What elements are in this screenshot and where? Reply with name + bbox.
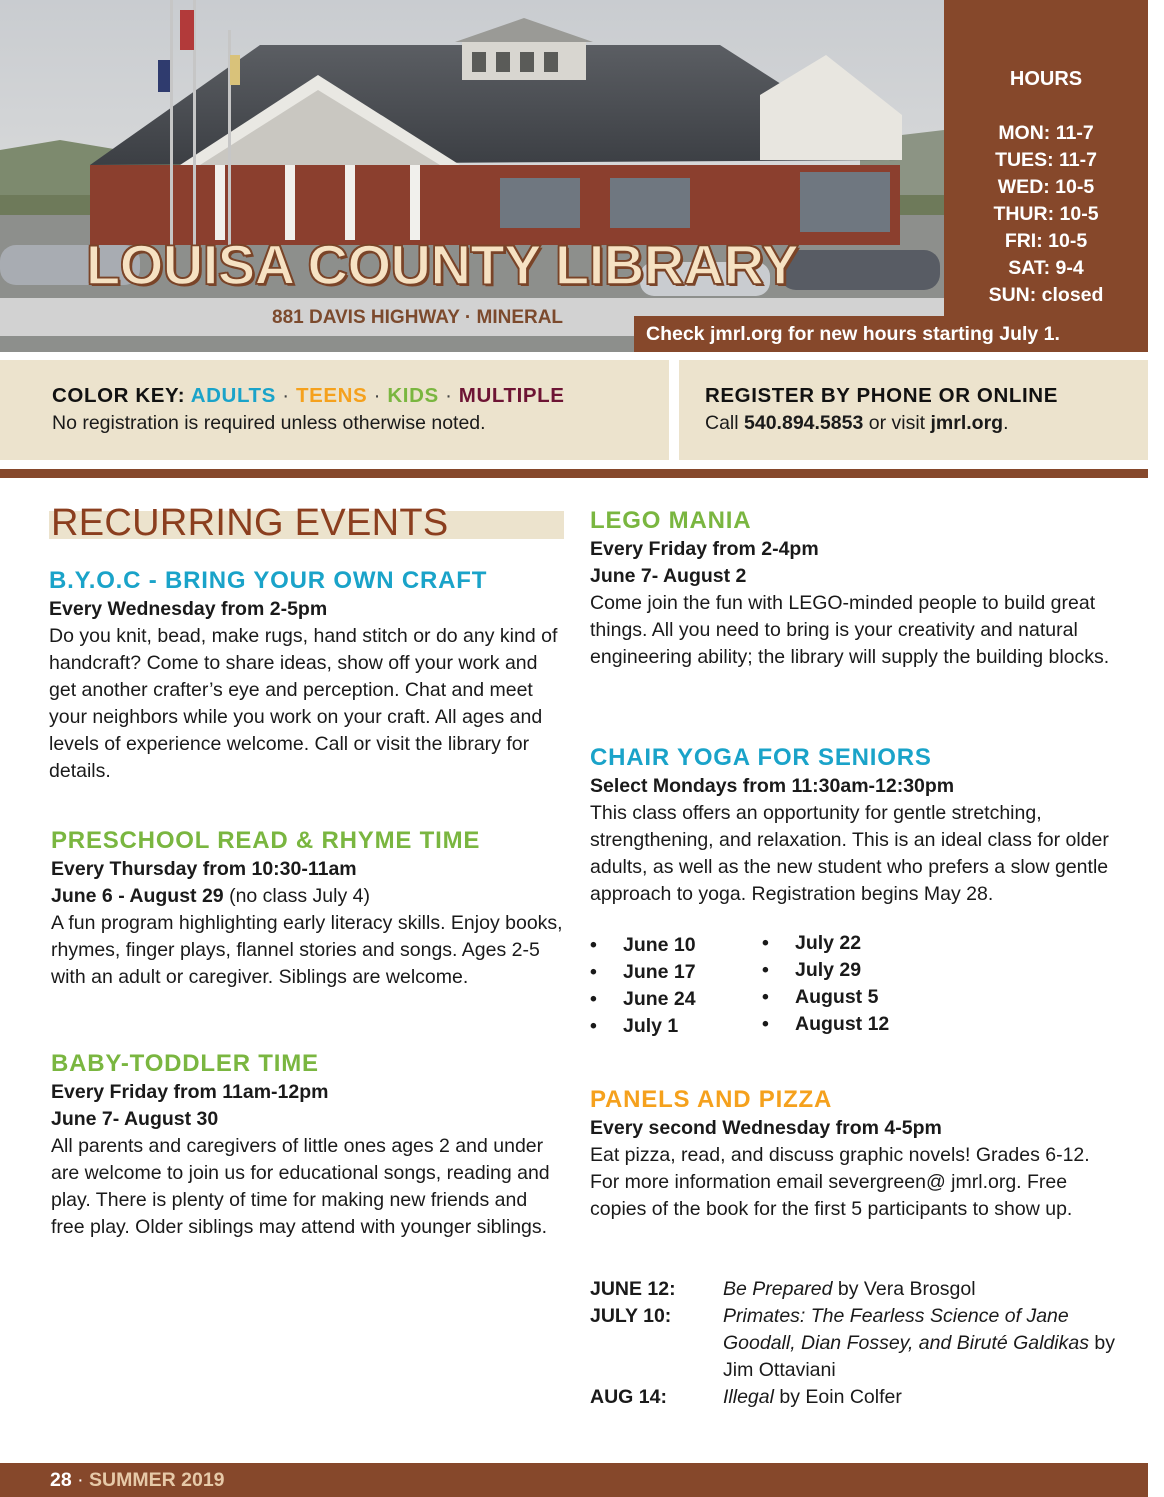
event-title: B.Y.O.C - BRING YOUR OWN CRAFT [49,567,488,594]
book-entry [723,1384,1130,1411]
key-teens: TEENS [295,384,368,407]
event-title: LEGO MANIA [590,507,752,534]
key-kids: KIDS [387,384,439,407]
key-separator: · [282,384,290,407]
register-middle: or visit [863,412,931,434]
key-separator: · [373,384,382,407]
event-byoc [49,566,565,785]
book-list [590,1276,1130,1411]
yoga-date [590,959,696,986]
event-date-range: June 6 - August 29 [51,885,224,907]
footer-separator: · [71,1469,90,1491]
event-description: Eat pizza, read, and discuss graphic novels! Grades 6-12. For more information email severgreen@ jmrl.org. Free copies of the book for the first 5 participants to show up. [590,1144,1090,1220]
bullet-icon: • [590,961,597,983]
book-title: Illegal [723,1386,774,1408]
event-description: All parents and caregivers of little ones ages 2 and under are welcome to join us for educational songs, reading and play. There is plenty of time for making new friends and free play. Older siblings may attend with younger siblings. [51,1135,550,1238]
event-title: CHAIR YOGA FOR SENIORS [590,744,932,771]
event-title: PANELS AND PIZZA [590,1086,833,1113]
event-description: A fun program highlighting early literacy skills. Enjoy books, rhymes, finger plays, flannel stories and songs. Ages 2-5 with an adult or caregiver. Siblings are welcome. [51,912,563,988]
yoga-dates-col2 [762,930,889,1038]
hours-list [944,120,1148,309]
event-lego-mania [590,506,1120,671]
hours-notice: Check jmrl.org for new hours starting July 1. [634,316,1148,352]
hours-wed: WED: 10-5 [997,176,1095,198]
page-footer [0,1463,1148,1497]
yoga-date-text: June 24 [623,988,696,1010]
register-suffix: . [1003,412,1009,434]
book-entry [723,1303,1130,1384]
section-divider [0,469,1148,478]
hours-fri: FRI: 10-5 [1004,230,1088,252]
event-dates [51,883,565,910]
book-row [590,1303,1130,1384]
event-schedule: Every Friday from 2-4pm [590,538,819,560]
event-schedule: Select Mondays from 11:30am-12:30pm [590,775,955,797]
book-entry [723,1276,1130,1303]
event-chair-yoga [590,743,1120,908]
register-panel [679,360,1148,460]
register-contact [705,412,1009,435]
register-prefix: Call [705,412,745,434]
register-phone[interactable]: 540.894.5853 [744,412,864,434]
library-title: LOUISA COUNTY LIBRARY [86,233,799,296]
yoga-date [762,1011,889,1038]
bullet-icon: • [590,1015,597,1037]
event-dates: June 7- August 2 [590,565,747,587]
hours-sun: SUN: closed [988,284,1104,306]
yoga-date [762,957,889,984]
yoga-date [590,1013,696,1040]
yoga-date-text: August 12 [795,1013,890,1035]
book-author: by Vera Brosgol [832,1278,976,1300]
book-date: AUG 14: [590,1386,667,1408]
event-description: Come join the fun with LEGO-minded people to build great things. All you need to bring is your creativity and natural engineering ability; the library will supply the building blocks. [590,592,1110,668]
registration-note: No registration is required unless otherwise noted. [52,412,486,434]
yoga-date [590,932,696,959]
yoga-date-text: June 17 [623,961,696,983]
hours-sat: SAT: 9-4 [1008,257,1084,279]
hours-title: HOURS [1009,68,1083,90]
event-baby-toddler [51,1049,565,1241]
event-schedule: Every second Wednesday from 4-5pm [590,1117,942,1139]
register-site-link[interactable]: jmrl.org [930,412,1004,434]
bullet-icon: • [762,1013,769,1035]
book-author: by Jim Ottaviani [723,1332,1116,1381]
book-row [590,1276,1130,1303]
book-date: JULY 10: [590,1305,672,1327]
bullet-icon: • [590,934,597,956]
event-description: Do you knit, bead, make rugs, hand stitch or do any kind of handcraft? Come to share ideas, show off your work and get another crafter’s eye and perception. Chat and meet your neighbors while you work on your craft. All ages and levels of experience welcome. Call or visit the library for details. [49,625,558,782]
book-date: JUNE 12: [590,1278,676,1300]
bullet-icon: • [762,959,769,981]
yoga-date-text: July 22 [795,932,862,954]
key-multiple: MULTIPLE [458,384,565,407]
yoga-date [762,984,889,1011]
issue-season: SUMMER 2019 [89,1469,225,1491]
register-title: REGISTER BY PHONE OR ONLINE [705,384,1058,407]
hours-panel [944,0,1148,316]
yoga-date-text: August 5 [795,986,879,1008]
event-schedule: Every Friday from 11am-12pm [51,1081,329,1103]
event-title: BABY-TODDLER TIME [51,1050,319,1077]
event-date-note: (no class July 4) [223,885,370,907]
book-author: by Eoin Colfer [773,1386,902,1408]
key-separator: · [445,384,453,407]
yoga-date-text: July 29 [795,959,862,981]
section-title: RECURRING EVENTS [51,502,449,544]
event-schedule: Every Thursday from 10:30-11am [51,858,357,880]
hours-tues: TUES: 11-7 [995,149,1097,171]
library-address: 881 DAVIS HIGHWAY · MINERAL [272,307,564,328]
yoga-date-text: June 10 [623,934,696,956]
key-adults: ADULTS [190,384,276,407]
event-schedule: Every Wednesday from 2-5pm [49,598,328,620]
book-title: Be Prepared [723,1278,833,1300]
yoga-dates-col1 [590,932,696,1040]
color-key-panel [0,360,669,460]
page-number: 28 [50,1469,72,1491]
color-key-label: COLOR KEY: [52,384,186,407]
bullet-icon: • [762,986,769,1008]
event-preschool [51,826,565,991]
hours-thur: THUR: 10-5 [993,203,1099,225]
event-description: This class offers an opportunity for gentle stretching, strengthening, and relaxation. This is an ideal class for older adults, as well as the new student who prefers a slow gentle approach to yoga. Registration begins May 28. [590,802,1109,905]
event-dates: June 7- August 30 [51,1108,219,1130]
yoga-date-text: July 1 [623,1015,679,1037]
bullet-icon: • [590,988,597,1010]
book-title: Primates: The Fearless Science of Jane Goodall, Dian Fossey, and Biruté Galdikas [723,1305,1089,1354]
event-panels-pizza [590,1085,1120,1223]
bullet-icon: • [762,932,769,954]
yoga-date [590,986,696,1013]
yoga-date [762,930,889,957]
hours-mon: MON: 11-7 [998,122,1094,144]
event-title: PRESCHOOL READ & RHYME TIME [51,827,481,854]
book-row [590,1384,1130,1411]
color-key-title [52,384,565,408]
